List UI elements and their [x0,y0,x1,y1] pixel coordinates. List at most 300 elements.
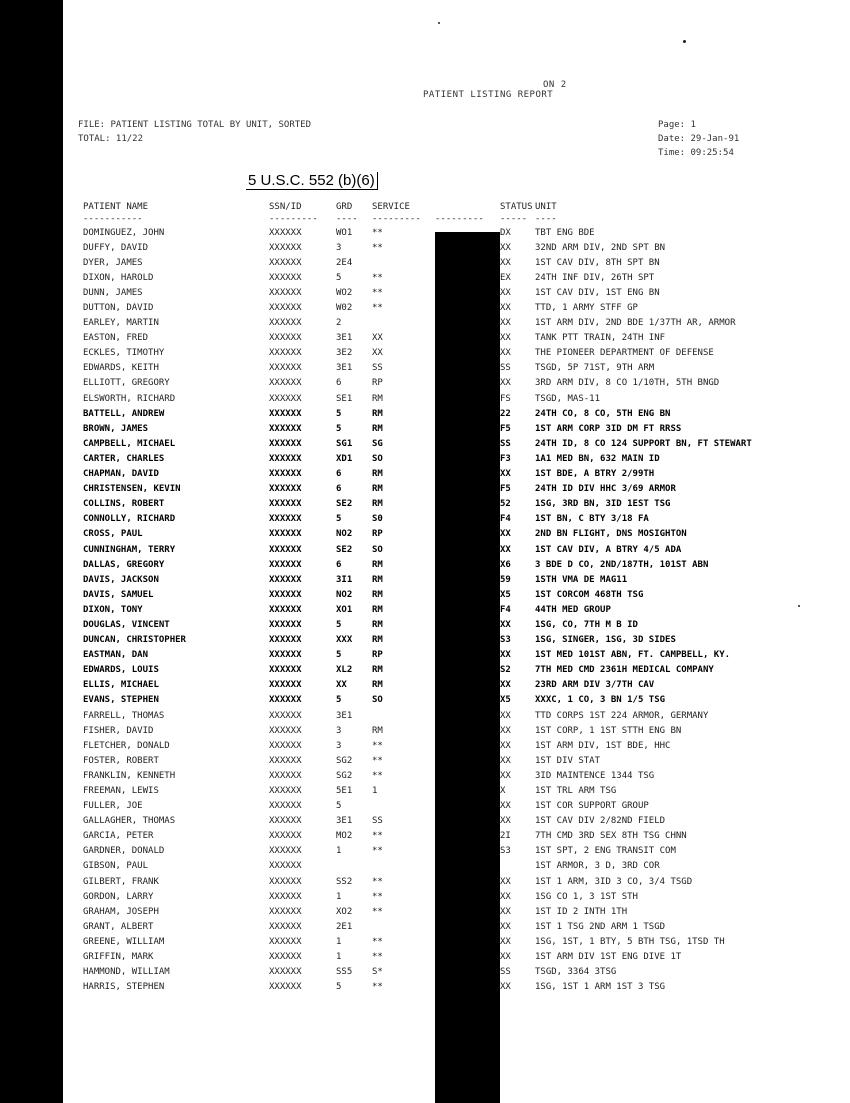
cell-unit: 1ST TRL ARM TSG [535,786,617,797]
table-row [83,799,783,814]
cell-unit: TSGD, MAS-11 [535,393,601,404]
cell-service: ** [372,227,383,238]
cell-id: XXXXXX [269,619,302,630]
cell-grade: 5 [336,619,342,630]
cell-name: DUFFY, DAVID [83,242,149,253]
cell-id: XXXXXX [269,846,302,857]
cell-id: XXXXXX [269,650,302,661]
cell-id: XXXXXX [269,287,302,298]
redaction-bar [435,232,500,1103]
cell-status: X6 [500,559,511,570]
col-header-status: STATUS [500,201,533,212]
cell-name: GIBSON, PAUL [83,861,149,872]
cell-grade: 5 [336,801,342,812]
table-row [83,844,783,859]
cell-status: 52 [500,499,511,510]
cell-unit: 1ST CAV DIV 2/82ND FIELD [535,816,666,827]
cell-unit: 1ST ARMOR, 3 D, 3RD COR [535,861,660,872]
cell-service [372,708,435,723]
cell-name: CHAPMAN, DAVID [83,469,159,480]
cell-unit: 1ST ARM CORP 3ID DM FT RRSS [535,423,682,434]
cell-name: CUNNINGHAM, TERRY [83,544,176,555]
cell-status: F5 [500,484,511,495]
cell-service: RM [372,665,383,676]
cell-status: XX [500,906,511,917]
cell-name: GRIFFIN, MARK [83,952,154,963]
cell-name: CAMPBELL, MICHAEL [83,438,176,449]
cell-service: RP [372,378,383,389]
cell-id: XXXXXX [269,348,302,359]
cell-grade: 3E1 [336,363,353,374]
cell-id: XXXXXX [269,725,302,736]
cell-grade: 6 [336,469,342,480]
cell-service: ** [372,982,383,993]
cell-grade: 3 [336,740,342,751]
cell-unit: 7TH CMD 3RD SEX 8TH TSG CHNN [535,831,687,842]
table-row [83,814,783,829]
scan-speck [438,22,440,24]
cell-status: S3 [500,635,511,646]
cell-status: F4 [500,514,511,525]
cell-name: CARTER, CHARLES [83,453,165,464]
cell-unit: 24TH INF DIV, 26TH SPT [535,272,655,283]
table-row [83,376,783,391]
cell-unit: 23RD ARM DIV 3/7TH CAV [535,680,655,691]
cell-grade [336,859,372,874]
cell-unit: TTD CORPS 1ST 224 ARMOR, GERMANY [535,710,709,721]
cell-service [372,919,435,934]
header-time: Time: 09:25:54 [658,148,734,158]
cell-status: XX [500,952,511,963]
table-row [83,602,783,617]
cell-name: GORDON, LARRY [83,891,154,902]
cell-status: XX [500,333,511,344]
table-row [83,693,783,708]
cell-id: XXXXXX [269,453,302,464]
cell-unit: 3 BDE D CO, 2ND/187TH, 101ST ABN [535,559,709,570]
header-file-line: FILE: PATIENT LISTING TOTAL BY UNIT, SORTED [78,120,311,130]
cell-grade: 5 [336,695,342,706]
cell-grade: 6 [336,484,342,495]
cell-service: RM [372,635,383,646]
cell-grade: 3 [336,242,342,253]
cell-service: ** [372,242,383,253]
cell-id: XXXXXX [269,423,302,434]
cell-grade: 5 [336,408,342,419]
cell-unit: 32ND ARM DIV, 2ND SPT BN [535,242,666,253]
cell-status: XX [500,529,511,540]
cell-id: XXXXXX [269,257,302,268]
cell-grade: SG1 [336,438,353,449]
cell-unit: 24TH ID, 8 CO 124 SUPPORT BN, FT STEWART [535,438,752,449]
cell-grade: XXX [336,635,353,646]
cell-unit: 1ST CAV DIV, 1ST ENG BN [535,287,660,298]
cell-name: EASTON, FRED [83,333,149,344]
cell-status: 2I [500,831,511,842]
table-row [83,648,783,663]
cell-name: DALLAS, GREGORY [83,559,165,570]
table-row [83,980,783,995]
table-row [83,285,783,300]
cell-grade: 3E1 [336,710,353,721]
table-row [83,406,783,421]
cell-name: DOMINGUEZ, JOHN [83,227,165,238]
cell-id: XXXXXX [269,921,302,932]
cell-status: F3 [500,453,511,464]
cell-grade: 2E4 [336,257,353,268]
cell-id: XXXXXX [269,891,302,902]
cell-id: XXXXXX [269,665,302,676]
cell-service: RM [372,725,383,736]
cell-id: XXXXXX [269,801,302,812]
cell-id: XXXXXX [269,544,302,555]
cell-status: XX [500,876,511,887]
table-row [83,240,783,255]
cell-name: FOSTER, ROBERT [83,755,159,766]
cell-grade: 2 [336,318,342,329]
cell-id: XXXXXX [269,695,302,706]
table-body [83,225,783,995]
cell-unit: TSGD, 3364 3TSG [535,967,617,978]
cell-id: XXXXXX [269,333,302,344]
cell-name: DIXON, HAROLD [83,272,154,283]
cell-service: ** [372,906,383,917]
cell-unit: 1SG, CO, 7TH M B ID [535,619,638,630]
cell-unit: THE PIONEER DEPARTMENT OF DEFENSE [535,348,714,359]
cell-service [372,255,435,270]
cell-status: XX [500,891,511,902]
cell-service: 1 [372,786,378,797]
cell-unit: TANK PTT TRAIN, 24TH INF [535,333,666,344]
cell-name: FARRELL, THOMAS [83,710,165,721]
cell-id: XXXXXX [269,469,302,480]
table-row [83,557,783,572]
cell-service [372,859,435,874]
col-header-id: SSN/ID [269,201,302,212]
cell-unit: 1ST COR SUPPORT GROUP [535,801,649,812]
cell-grade: SS5 [336,967,353,978]
cell-name: GRANT, ALBERT [83,921,154,932]
cell-unit: 1ST 1 TSG 2ND ARM 1 TSGD [535,921,666,932]
cell-name: GARDNER, DONALD [83,846,165,857]
cell-id: XXXXXX [269,514,302,525]
cell-grade: 3E2 [336,348,353,359]
cell-unit: 1SG CO 1, 3 1ST STH [535,891,638,902]
table-row [83,421,783,436]
cell-grade: 5 [336,423,342,434]
cell-id: XXXXXX [269,272,302,283]
cell-unit: 3RD ARM DIV, 8 CO 1/10TH, 5TH BNGD [535,378,720,389]
cell-id: XXXXXX [269,770,302,781]
cell-grade: WO1 [336,227,353,238]
table-row [83,678,783,693]
table-row [83,527,783,542]
cell-name: EDWARDS, LOUIS [83,665,159,676]
cell-status: XX [500,303,511,314]
cell-status: F4 [500,604,511,615]
report-header-right [658,118,739,160]
cell-status: XX [500,257,511,268]
cell-id: XXXXXX [269,952,302,963]
cell-service: SG [372,438,383,449]
cell-unit: TBT ENG BDE [535,227,595,238]
cell-name: ELLIS, MICHAEL [83,680,159,691]
cell-status: X5 [500,589,511,600]
cell-id: XXXXXX [269,529,302,540]
cell-grade: XX [336,680,347,691]
cell-service: ** [372,272,383,283]
cell-name: GREENE, WILLIAM [83,936,165,947]
table-row [83,708,783,723]
cell-name: DAVIS, SAMUEL [83,589,154,600]
cell-id: XXXXXX [269,740,302,751]
cell-service: ** [372,891,383,902]
cell-status: XX [500,544,511,555]
cell-service: RM [372,619,383,630]
report-header-left [78,118,311,146]
cell-id: XXXXXX [269,635,302,646]
cell-name: DAVIS, JACKSON [83,574,159,585]
cell-service: RM [372,574,383,585]
cell-unit: 1SG, 1ST 1 ARM 1ST 3 TSG [535,982,666,993]
cell-service [372,799,435,814]
table-row [83,346,783,361]
cell-name: HAMMOND, WILLIAM [83,967,170,978]
table-row [83,965,783,980]
cell-id: XXXXXX [269,936,302,947]
cell-service: XX [372,333,383,344]
cell-name: GRAHAM, JOSEPH [83,906,159,917]
table-row [83,768,783,783]
table-row [83,361,783,376]
cell-grade: 5 [336,514,342,525]
table-row [83,874,783,889]
cell-service: ** [372,846,383,857]
cell-unit: 1SG, SINGER, 1SG, 3D SIDES [535,635,676,646]
dash-redacted: --------- [435,214,484,224]
table-row [83,723,783,738]
cell-id: XXXXXX [269,408,302,419]
cell-id: XXXXXX [269,831,302,842]
cell-status: S3 [500,846,511,857]
cell-id: XXXXXX [269,303,302,314]
cell-service: RP [372,529,383,540]
scan-border-left [0,0,63,1103]
col-header-unit: UNIT [535,201,557,212]
cell-name: BATTELL, ANDREW [83,408,165,419]
cell-id: XXXXXX [269,438,302,449]
report-title-block [423,80,567,100]
table-row [83,617,783,632]
col-header-name: PATIENT NAME [83,201,149,212]
patient-table [83,200,783,995]
cell-status: XX [500,725,511,736]
cell-service: RM [372,559,383,570]
col-header-grade: GRD [336,201,353,212]
cell-grade: 1 [336,891,342,902]
table-row [83,331,783,346]
cell-name: ELSWORTH, RICHARD [83,393,176,404]
table-row [83,738,783,753]
cell-status: SS [500,967,511,978]
cell-service: RM [372,423,383,434]
cell-service: ** [372,755,383,766]
cell-id: XXXXXX [269,559,302,570]
cell-grade: 3E1 [336,816,353,827]
cell-service: ** [372,740,383,751]
cell-unit: 1ST CORCOM 468TH TSG [535,589,644,600]
cell-id: XXXXXX [269,574,302,585]
cell-grade: SE2 [336,544,353,555]
table-row [83,300,783,315]
cell-unit: TTD, 1 ARMY STFF GP [535,303,638,314]
table-row [83,572,783,587]
cell-service: RM [372,680,383,691]
foia-exemption-stamp [246,172,378,190]
cell-service: ** [372,770,383,781]
cell-name: CROSS, PAUL [83,529,143,540]
table-row [83,889,783,904]
cell-name: DUTTON, DAVID [83,303,154,314]
cell-id: XXXXXX [269,755,302,766]
cell-id: XXXXXX [269,861,302,872]
cell-status: XX [500,816,511,827]
cell-grade: MO2 [336,831,353,842]
page-mark: ON 2 [543,80,567,90]
table-row [83,436,783,451]
cell-status: FS [500,393,511,404]
cell-unit: 1ST CORP, 1 1ST STTH ENG BN [535,725,682,736]
cell-status: XX [500,740,511,751]
cell-status: XX [500,710,511,721]
cell-unit: XXXC, 1 CO, 3 BN 1/5 TSG [535,695,666,706]
header-date: Date: 29-Jan-91 [658,134,740,144]
cell-status: XX [500,982,511,993]
table-row [83,783,783,798]
cell-grade: 6 [336,559,342,570]
cell-status: XX [500,619,511,630]
cell-service: SS [372,363,383,374]
cell-name: BROWN, JAMES [83,423,149,434]
cell-service: ** [372,831,383,842]
cell-service: S0 [372,514,383,525]
cell-unit: 1ST BN, C BTY 3/18 FA [535,514,649,525]
cell-status: XX [500,348,511,359]
cell-grade: WO2 [336,287,353,298]
table-row [83,270,783,285]
cell-id: XXXXXX [269,393,302,404]
cell-unit: 7TH MED CMD 2361H MEDICAL COMPANY [535,665,714,676]
cell-name: DYER, JAMES [83,257,143,268]
table-row [83,497,783,512]
cell-grade: 2E1 [336,921,353,932]
cell-name: FRANKLIN, KENNETH [83,770,176,781]
cell-id: XXXXXX [269,876,302,887]
cell-id: XXXXXX [269,589,302,600]
cell-unit: 1ST CAV DIV, A BTRY 4/5 ADA [535,544,682,555]
cell-status [500,859,535,874]
cell-name: FISHER, DAVID [83,725,154,736]
cell-name: GILBERT, FRANK [83,876,159,887]
cell-service: RM [372,469,383,480]
cell-name: ELLIOTT, GREGORY [83,378,170,389]
header-total-line: TOTAL: 11/22 [78,134,144,144]
table-row [83,391,783,406]
cell-name: DUNCAN, CHRISTOPHER [83,635,186,646]
cell-unit: 1ST 1 ARM, 3ID 3 CO, 3/4 TSGD [535,876,693,887]
table-row [83,663,783,678]
table-row [83,482,783,497]
cell-status: 59 [500,574,511,585]
cell-service: RP [372,650,383,661]
table-row [83,316,783,331]
cell-status: 22 [500,408,511,419]
cell-unit: 1ST DIV STAT [535,755,601,766]
cell-id: XXXXXX [269,484,302,495]
cell-name: FLETCHER, DONALD [83,740,170,751]
cell-service: XX [372,348,383,359]
cell-status: XX [500,936,511,947]
cell-service: RM [372,393,383,404]
cell-unit: 1ST ARM DIV, 2ND BDE 1/37TH AR, ARMOR [535,318,736,329]
cell-unit: 1STH VMA DE MAG11 [535,574,628,585]
cell-unit: 24TH CO, 8 CO, 5TH ENG BN [535,408,671,419]
cell-service: S* [372,967,383,978]
dash-unit: ---- [535,214,557,224]
cell-id: XXXXXX [269,816,302,827]
cell-status: S2 [500,665,511,676]
cell-status: XX [500,680,511,691]
cell-grade: XD1 [336,453,353,464]
header-page-number: Page: 1 [658,120,696,130]
document-page [63,0,850,1103]
dash-grade: ---- [336,214,358,224]
table-row [83,829,783,844]
cell-id: XXXXXX [269,227,302,238]
table-row [83,950,783,965]
cell-grade: XL2 [336,665,353,676]
cell-status: XX [500,921,511,932]
cell-status: XX [500,469,511,480]
cell-status: F5 [500,423,511,434]
cell-name: EVANS, STEPHEN [83,695,159,706]
cell-id: XXXXXX [269,378,302,389]
cell-status: EX [500,272,511,283]
cell-grade: 5 [336,650,342,661]
cell-name: DUNN, JAMES [83,287,143,298]
exemption-label: 5 U.S.C. 552 (b)(6) [246,172,378,190]
cell-unit: 1ST CAV DIV, 8TH SPT BN [535,257,660,268]
cell-service: RM [372,589,383,600]
table-row [83,467,783,482]
cell-grade: XO1 [336,604,353,615]
cell-id: XXXXXX [269,363,302,374]
cell-unit: 2ND BN FLIGHT, DNS MOSIGHTON [535,529,687,540]
table-row [83,587,783,602]
cell-grade: 1 [336,846,342,857]
cell-unit: 1ST BDE, A BTRY 2/99TH [535,469,655,480]
cell-status: X [500,786,506,797]
cell-name: EDWARDS, KEITH [83,363,159,374]
table-row [83,633,783,648]
cell-status: XX [500,378,511,389]
cell-grade: 5 [336,272,342,283]
cell-name: DIXON, TONY [83,604,143,615]
dash-name: ----------- [83,214,143,224]
col-header-redacted: UNIT INFO [435,201,484,212]
cell-grade: 1 [336,936,342,947]
cell-status: XX [500,755,511,766]
